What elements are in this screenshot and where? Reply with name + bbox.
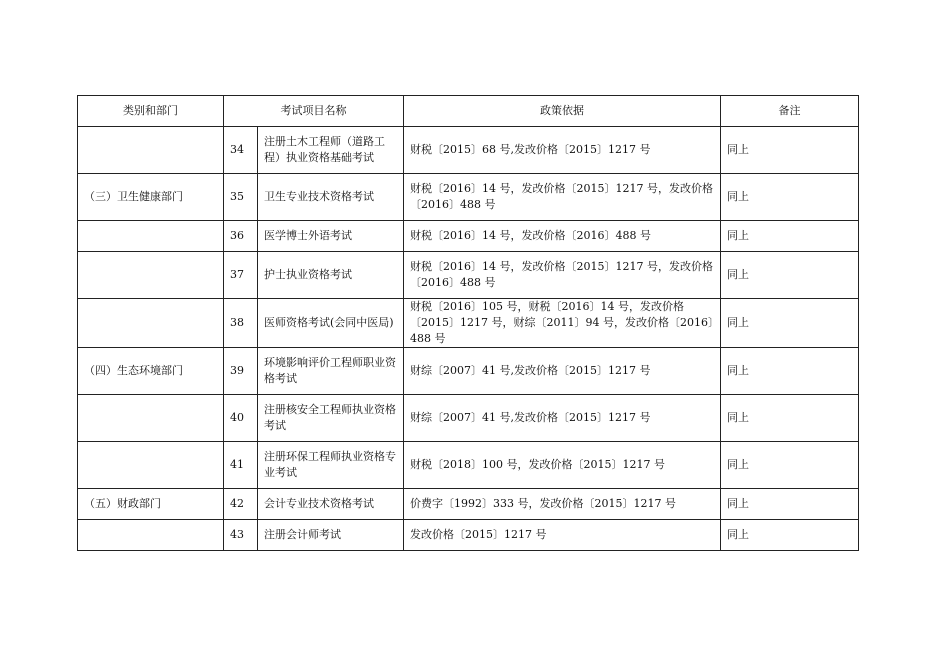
table-row (78, 174, 859, 221)
exam-name-cell: 注册环保工程师执业资格专业考试 (258, 442, 404, 489)
exam-name-cell: 会计专业技术资格考试 (258, 489, 404, 520)
exam-name-cell: 卫生专业技术资格考试 (258, 174, 404, 221)
remark-cell: 同上 (721, 489, 859, 520)
number-cell: 35 (224, 174, 258, 221)
table-row (78, 252, 859, 299)
header-policy-basis: 政策依据 (404, 96, 721, 127)
number-cell: 36 (224, 221, 258, 252)
policy-basis-cell: 发改价格〔2015〕1217 号 (404, 520, 721, 551)
policy-basis-cell: 财税〔2018〕100 号，发改价格〔2015〕1217 号 (404, 442, 721, 489)
table-row (78, 348, 859, 395)
number-cell: 40 (224, 395, 258, 442)
number-cell: 42 (224, 489, 258, 520)
table-row (78, 221, 859, 252)
policy-basis-cell: 价费字〔1992〕333 号，发改价格〔2015〕1217 号 (404, 489, 721, 520)
number-cell: 39 (224, 348, 258, 395)
remark-cell: 同上 (721, 348, 859, 395)
policy-basis-cell: 财税〔2016〕14 号，发改价格〔2015〕1217 号，发改价格〔2016〕488 号 (404, 174, 721, 221)
category-cell (78, 299, 224, 348)
number-cell: 34 (224, 127, 258, 174)
exam-name-cell: 护士执业资格考试 (258, 252, 404, 299)
policy-basis-cell: 财税〔2016〕105 号，财税〔2016〕14 号，发改价格〔2015〕1217 号，财综〔2011〕94 号，发改价格〔2016〕488 号 (404, 299, 721, 348)
number-cell: 37 (224, 252, 258, 299)
table-header-row (78, 96, 859, 127)
number-cell: 43 (224, 520, 258, 551)
policy-basis-cell: 财税〔2016〕14 号，发改价格〔2016〕488 号 (404, 221, 721, 252)
remark-cell: 同上 (721, 395, 859, 442)
category-cell (78, 127, 224, 174)
remark-cell: 同上 (721, 221, 859, 252)
table-row (78, 127, 859, 174)
category-cell: （三）卫生健康部门 (78, 174, 224, 221)
remark-cell: 同上 (721, 442, 859, 489)
exam-name-cell: 注册土木工程师（道路工程）执业资格基础考试 (258, 127, 404, 174)
category-cell (78, 442, 224, 489)
remark-cell: 同上 (721, 127, 859, 174)
category-cell (78, 520, 224, 551)
table-row (78, 299, 859, 348)
policy-basis-cell: 财税〔2016〕14 号，发改价格〔2015〕1217 号，发改价格〔2016〕488 号 (404, 252, 721, 299)
policy-basis-cell: 财综〔2007〕41 号,发改价格〔2015〕1217 号 (404, 348, 721, 395)
table-row (78, 489, 859, 520)
category-cell (78, 252, 224, 299)
fee-table (77, 95, 859, 551)
policy-basis-cell: 财税〔2015〕68 号,发改价格〔2015〕1217 号 (404, 127, 721, 174)
exam-name-cell: 注册会计师考试 (258, 520, 404, 551)
header-exam-name: 考试项目名称 (224, 96, 404, 127)
table-row (78, 395, 859, 442)
number-cell: 41 (224, 442, 258, 489)
remark-cell: 同上 (721, 520, 859, 551)
number-cell: 38 (224, 299, 258, 348)
exam-name-cell: 医师资格考试(会同中医局) (258, 299, 404, 348)
remark-cell: 同上 (721, 252, 859, 299)
remark-cell: 同上 (721, 174, 859, 221)
category-cell (78, 395, 224, 442)
policy-basis-cell: 财综〔2007〕41 号,发改价格〔2015〕1217 号 (404, 395, 721, 442)
table-row (78, 442, 859, 489)
category-cell: （五）财政部门 (78, 489, 224, 520)
remark-cell: 同上 (721, 299, 859, 348)
category-cell (78, 221, 224, 252)
exam-name-cell: 环境影响评价工程师职业资格考试 (258, 348, 404, 395)
header-category: 类别和部门 (78, 96, 224, 127)
exam-name-cell: 注册核安全工程师执业资格考试 (258, 395, 404, 442)
category-cell: （四）生态环境部门 (78, 348, 224, 395)
exam-name-cell: 医学博士外语考试 (258, 221, 404, 252)
table-row (78, 520, 859, 551)
header-remark: 备注 (721, 96, 859, 127)
